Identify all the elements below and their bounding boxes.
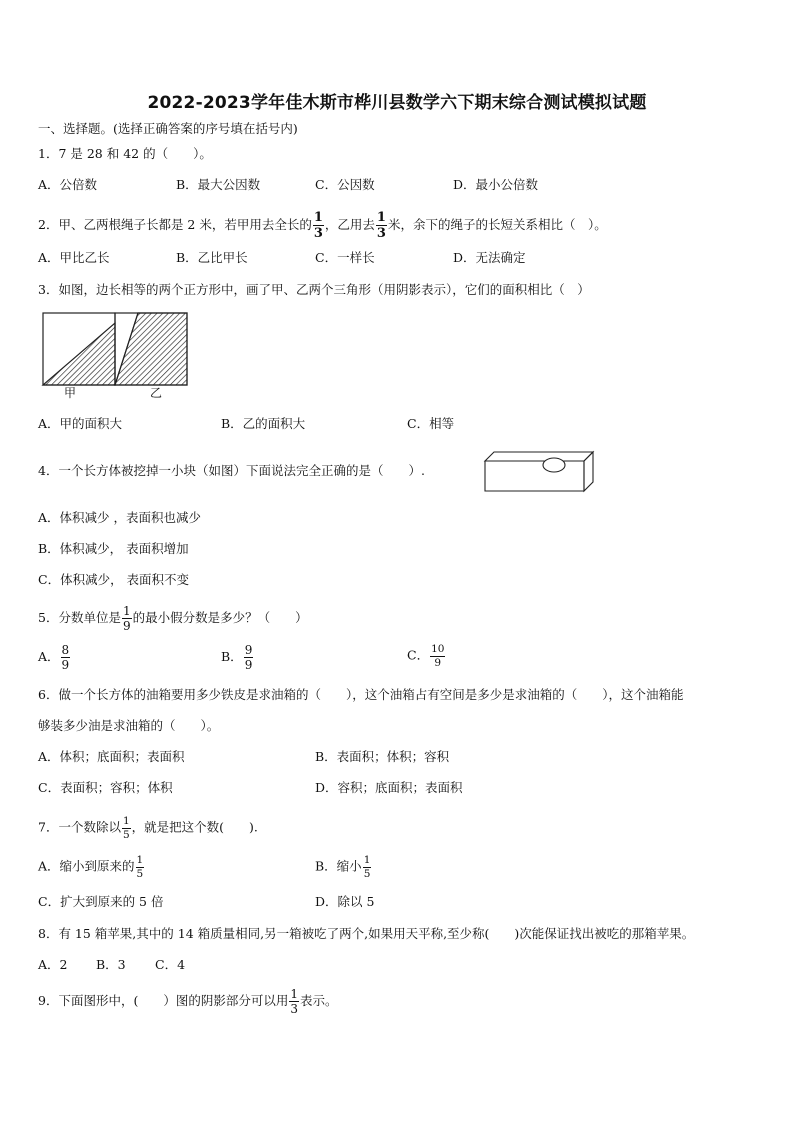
- question-2-option-a: A．甲比乙长: [38, 250, 110, 265]
- question-8-option-b: B．3: [96, 957, 126, 972]
- question-5-option-c: C． $\frac{10}{9}$: [407, 643, 445, 669]
- question-6-option-c: C．表面积；容积；体积: [38, 780, 173, 795]
- question-7-text: 7．一个数除以 $\frac{1}{5}$ ，就是把这个数( ).: [38, 815, 258, 841]
- label-jia: 甲: [64, 386, 77, 400]
- question-4-option-c: C．体积减少， 表面积不变: [38, 572, 190, 587]
- question-4-text: 4．一个长方体被挖掉一小块（如图）下面说法完全正确的是（ ）.: [38, 463, 425, 478]
- fraction: $\frac{8}{9}$: [61, 643, 70, 672]
- section-heading: 一、选择题。(选择正确答案的序号填在括号内): [38, 121, 298, 136]
- question-6-line-1: 6．做一个长方体的油箱要用多少铁皮是求油箱的（ ），这个油箱占有空间是多少是求油箱的（ ），这个油箱能: [38, 687, 684, 702]
- question-3-option-a: A．甲的面积大: [38, 416, 123, 431]
- question-7-option-b: B．缩小 $\frac{1}{5}$: [315, 854, 371, 880]
- question-2-option-d: D．无法确定: [453, 250, 526, 265]
- question-7-option-c: C．扩大到原来的 5 倍: [38, 894, 164, 909]
- question-3-option-c: C．相等: [407, 416, 455, 431]
- question-1-option-c: C．公因数: [315, 177, 375, 192]
- question-1-text: 1．7 是 28 和 42 的（ ）。: [38, 146, 212, 161]
- question-3-option-b: B．乙的面积大: [221, 416, 306, 431]
- question-6-option-a: A．体积；底面积；表面积: [38, 749, 185, 764]
- question-2-text: 2．甲、乙两根绳子长都是 2 米，若甲用去全长的 $\frac{1}{3}$ ，乙用去 $\frac{1}{3}$ 米，余下的绳子的长短关系相比（ ）。: [38, 210, 607, 241]
- question-3-text: 3．如图，边长相等的两个正方形中，画了甲、乙两个三角形（用阴影表示），它们的面积相比（ ）: [38, 282, 590, 297]
- question-8-text: 8．有 15 箱苹果,其中的 14 箱质量相同,另一箱被吃了两个,如果用天平称,至少称( )次能保证找出被吃的那箱苹果。: [38, 926, 695, 941]
- question-7-option-d: D．除以 5: [315, 894, 375, 909]
- question-7-option-a: A．缩小到原来的 $\frac{1}{5}$: [38, 854, 144, 880]
- question-9-text: 9．下面图形中，( ）图的阴影部分可以用 $\frac{1}{3}$ 表示。: [38, 987, 338, 1016]
- fraction: $\frac{1}{3}$: [313, 210, 323, 241]
- question-8-option-c: C．4: [155, 957, 186, 972]
- page-title: 2022-2023学年佳木斯市桦川县数学六下期末综合测试模拟试题: [147, 93, 647, 113]
- question-5-text: 5．分数单位是 $\frac{1}{9}$ 的最小假分数是多少？（ ）: [38, 604, 308, 633]
- triangle-yi: [115, 313, 187, 385]
- question-6-line-2: 够装多少油是求油箱的（ ）。: [38, 718, 220, 733]
- question-5-option-a: A． $\frac{8}{9}$: [38, 643, 70, 672]
- fraction: $\frac{1}{3}$: [290, 987, 298, 1016]
- question-5-option-b: B． $\frac{9}{9}$: [221, 643, 253, 672]
- fraction: $\frac{1}{9}$: [122, 604, 131, 633]
- question-1-option-b: B．最大公因数: [176, 177, 261, 192]
- label-yi: 乙: [150, 386, 163, 400]
- question-6-option-b: B．表面积；体积；容积: [315, 749, 450, 764]
- fraction: $\frac{1}{5}$: [122, 815, 130, 841]
- fraction: $\frac{10}{9}$: [431, 643, 445, 669]
- question-1-option-d: D．最小公倍数: [453, 177, 539, 192]
- hole-ellipse: [543, 458, 565, 472]
- fraction: $\frac{1}{5}$: [136, 854, 144, 880]
- cuboid-figure: [482, 449, 597, 494]
- question-4-option-b: B．体积减少， 表面积增加: [38, 541, 189, 556]
- question-2-option-b: B．乙比甲长: [176, 250, 248, 265]
- fraction: $\frac{1}{3}$: [376, 210, 386, 241]
- question-6-option-d: D．容积；底面积；表面积: [315, 780, 463, 795]
- two-squares-figure: [40, 311, 192, 401]
- question-8-option-a: A．2: [38, 957, 68, 972]
- question-4-option-a: A．体积减少 ，表面积也减少: [38, 510, 202, 525]
- fraction: $\frac{1}{5}$: [363, 854, 371, 880]
- question-1-option-a: A．公倍数: [38, 177, 98, 192]
- fraction: $\frac{9}{9}$: [244, 643, 253, 672]
- question-2-option-c: C．一样长: [315, 250, 375, 265]
- triangle-jia: [43, 323, 115, 385]
